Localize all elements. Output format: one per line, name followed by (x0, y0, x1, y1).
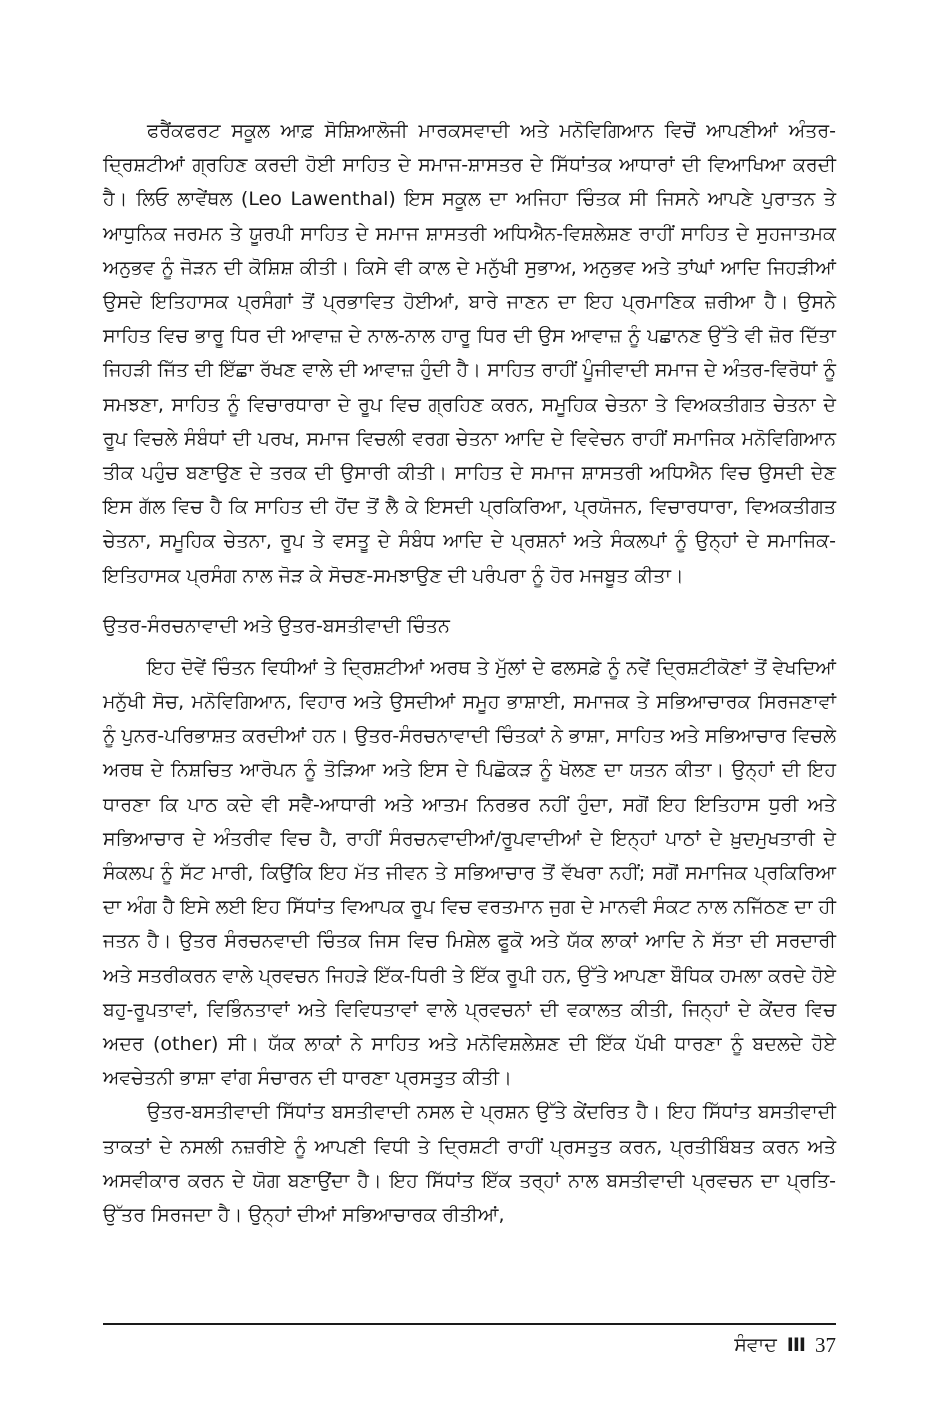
paragraph-post-colonialism: ਉਤਰ-ਬਸਤੀਵਾਦੀ ਸਿੱਧਾਂਤ ਬਸਤੀਵਾਦੀ ਨਸਲ ਦੇ ਪ੍ਰਸ਼ਨ ਉੱਤੇ ਕੇਂਦਰਿਤ ਹੈ। ਇਹ ਸਿੱਧਾਂਤ ਬਸਤੀਵਾਦੀ ਤਾਕਤਾਂ ਦੇ ਨਸਲੀ ਨਜ਼ਰੀਏ ਨੂੰ ਆਪਣੀ ਵਿਧੀ ਤੇ ਦ੍ਰਿਸ਼ਟੀ ਰਾਹੀਂ ਪ੍ਰਸਤੁਤ ਕਰਨ, ਪ੍ਰਤੀਬਿੰਬਤ ਕਰਨ ਅਤੇ ਅਸਵੀਕਾਰ ਕਰਨ ਦੇ ਯੋਗ ਬਣਾਉਂਦਾ ਹੈ। ਇਹ ਸਿੱਧਾਂਤ ਇੱਕ ਤਰ੍ਹਾਂ ਨਾਲ ਬਸਤੀਵਾਦੀ ਪ੍ਰਵਚਨ ਦਾ ਪ੍ਰਤਿ-ਉੱਤਰ ਸਿਰਜਦਾ ਹੈ। ਉਨ੍ਹਾਂ ਦੀਆਂ ਸਭਿਆਚਾਰਕ ਰੀਤੀਆਂ, (103, 1101, 836, 1227)
journal-name: ਸੰਵਾਦ (734, 1334, 777, 1356)
footer-rule (103, 1323, 836, 1325)
page-footer (734, 1330, 836, 1360)
section-heading: ਉਤਰ-ਸੰਰਚਨਾਵਾਦੀ ਅਤੇ ਉਤਰ-ਬਸਤੀਵਾਦੀ ਚਿੰਤਨ (103, 614, 450, 637)
paragraph-frankfurt-school: ਫਰੈਂਕਫਰਟ ਸਕੂਲ ਆਫ਼ ਸੋਸ਼ਿਆਲੋਜੀ ਮਾਰਕਸਵਾਦੀ ਅਤੇ ਮਨੋਵਿਗਿਆਨ ਵਿਚੋਂ ਆਪਣੀਆਂ ਅੰਤਰ-ਦ੍ਰਿਸ਼ਟੀਆਂ ਗ੍ਰਹਿਣ ਕਰਦੀ ਹੋਈ ਸਾਹਿਤ ਦੇ ਸਮਾਜ-ਸ਼ਾਸਤਰ ਦੇ ਸਿੱਧਾਂਤਕ ਆਧਾਰਾਂ ਦੀ ਵਿਆਖਿਆ ਕਰਦੀ ਹੈ। ਲਿਓ ਲਾਵੇਂਥਲ (Leo Lawenthal) ਇਸ ਸਕੂਲ ਦਾ ਅਜਿਹਾ ਚਿੰਤਕ ਸੀ ਜਿਸਨੇ ਆਪਣੇ ਪੁਰਾਤਨ ਤੇ ਆਧੁਨਿਕ ਜਰਮਨ ਤੇ ਯੂਰਪੀ ਸਾਹਿਤ ਦੇ ਸਮਾਜ ਸ਼ਾਸਤਰੀ ਅਧਿਐਨ-ਵਿਸ਼ਲੇਸ਼ਣ ਰਾਹੀਂ ਸਾਹਿਤ ਦੇ ਸੁਹਜਾਤਮਕ ਅਨੁਭਵ ਨੂੰ ਜੋੜਨ ਦੀ ਕੋਸ਼ਿਸ਼ ਕੀਤੀ। ਕਿਸੇ ਵੀ ਕਾਲ ਦੇ ਮਨੁੱਖੀ ਸੁਭਾਅ, ਅਨੁਭਵ ਅਤੇ ਤਾਂਘਾਂ ਆਦਿ ਜਿਹੜੀਆਂ ਉਸਦੇ ਇਤਿਹਾਸਕ ਪ੍ਰਸੰਗਾਂ ਤੋਂ ਪ੍ਰਭਾਵਿਤ ਹੋਈਆਂ, ਬਾਰੇ ਜਾਣਨ ਦਾ ਇਹ ਪ੍ਰਮਾਣਿਕ ਜ਼ਰੀਆ ਹੈ। ਉਸਨੇ ਸਾਹਿਤ ਵਿਚ ਭਾਰੂ ਧਿਰ ਦੀ ਆਵਾਜ਼ ਦੇ ਨਾਲ-ਨਾਲ ਹਾਰੂ ਧਿਰ ਦੀ ਉਸ ਆਵਾਜ਼ ਨੂੰ ਪਛਾਨਣ ਉੱਤੇ ਵੀ ਜ਼ੋਰ ਦਿੱਤਾ ਜਿਹੜੀ ਜਿੱਤ ਦੀ ਇੱਛਾ ਰੱਖਣ ਵਾਲੇ ਦੀ ਆਵਾਜ਼ ਹੁੰਦੀ ਹੈ। ਸਾਹਿਤ ਰਾਹੀਂ ਪੂੰਜੀਵਾਦੀ ਸਮਾਜ ਦੇ ਅੰਤਰ-ਵਿਰੋਧਾਂ ਨੂੰ ਸਮਝਣਾ, ਸਾਹਿਤ ਨੂੰ ਵਿਚਾਰਧਾਰਾ ਦੇ ਰੂਪ ਵਿਚ ਗ੍ਰਹਿਣ ਕਰਨ, ਸਮੂਹਿਕ ਚੇਤਨਾ ਤੇ ਵਿਅਕਤੀਗਤ ਚੇਤਨਾ ਦੇ ਰੂਪ ਵਿਚਲੇ ਸੰਬੰਧਾਂ ਦੀ ਪਰਖ, ਸਮਾਜ ਵਿਚਲੀ ਵਰਗ ਚੇਤਨਾ ਆਦਿ ਦੇ ਵਿਵੇਚਨ ਰਾਹੀਂ ਸਮਾਜਿਕ ਮਨੋਵਿਗਿਆਨ ਤੀਕ ਪਹੁੰਚ ਬਣਾਉਣ ਦੇ ਤਰਕ ਦੀ ਉਸਾਰੀ ਕੀਤੀ। ਸਾਹਿਤ ਦੇ ਸਮਾਜ ਸ਼ਾਸਤਰੀ ਅਧਿਐਨ ਵਿਚ ਉਸਦੀ ਦੇਣ ਇਸ ਗੱਲ ਵਿਚ ਹੈ ਕਿ ਸਾਹਿਤ ਦੀ ਹੋਂਦ ਤੋਂ ਲੈ ਕੇ ਇਸਦੀ ਪ੍ਰਕਿਰਿਆ, ਪ੍ਰਯੋਜਨ, ਵਿਚਾਰਧਾਰਾ, ਵਿਅਕਤੀਗਤ ਚੇਤਨਾ, ਸਮੂਹਿਕ ਚੇਤਨਾ, ਰੂਪ ਤੇ ਵਸਤੂ ਦੇ ਸੰਬੰਧ ਆਦਿ ਦੇ ਪ੍ਰਸ਼ਨਾਂ ਅਤੇ ਸੰਕਲਪਾਂ ਨੂੰ ਉਨ੍ਹਾਂ ਦੇ ਸਮਾਜਿਕ-ਇਤਿਹਾਸਕ ਪ੍ਰਸੰਗ ਨਾਲ ਜੋੜ ਕੇ ਸੋਚਣ-ਸਮਝਾਉਣ ਦੀ ਪਰੰਪਰਾ ਨੂੰ ਹੋਰ ਮਜਬੂਤ ਕੀਤਾ। (103, 120, 836, 587)
footer-separator: III (786, 1334, 805, 1356)
page-body (103, 114, 836, 1232)
page-number: 37 (815, 1333, 836, 1357)
paragraph-post-structuralism: ਇਹ ਦੋਵੇਂ ਚਿੰਤਨ ਵਿਧੀਆਂ ਤੇ ਦ੍ਰਿਸ਼ਟੀਆਂ ਅਰਥ ਤੇ ਮੁੱਲਾਂ ਦੇ ਫਲਸਫ਼ੇ ਨੂੰ ਨਵੇਂ ਦ੍ਰਿਸ਼ਟੀਕੋਣਾਂ ਤੋਂ ਵੇਖਦਿਆਂ ਮਨੁੱਖੀ ਸੋਚ, ਮਨੋਵਿਗਿਆਨ, ਵਿਹਾਰ ਅਤੇ ਉਸਦੀਆਂ ਸਮੂਹ ਭਾਸ਼ਾਈ, ਸਮਾਜਕ ਤੇ ਸਭਿਆਚਾਰਕ ਸਿਰਜਣਾਵਾਂ ਨੂੰ ਪੁਨਰ-ਪਰਿਭਾਸ਼ਤ ਕਰਦੀਆਂ ਹਨ। ਉਤਰ-ਸੰਰਚਨਾਵਾਦੀ ਚਿੰਤਕਾਂ ਨੇ ਭਾਸ਼ਾ, ਸਾਹਿਤ ਅਤੇ ਸਭਿਆਚਾਰ ਵਿਚਲੇ ਅਰਥ ਦੇ ਨਿਸ਼ਚਿਤ ਆਰੋਪਨ ਨੂੰ ਤੋੜਿਆ ਅਤੇ ਇਸ ਦੇ ਪਿਛੋਕੜ ਨੂੰ ਖੋਲਣ ਦਾ ਯਤਨ ਕੀਤਾ। ਉਨ੍ਹਾਂ ਦੀ ਇਹ ਧਾਰਣਾ ਕਿ ਪਾਠ ਕਦੇ ਵੀ ਸਵੈ-ਆਧਾਰੀ ਅਤੇ ਆਤਮ ਨਿਰਭਰ ਨਹੀਂ ਹੁੰਦਾ, ਸਗੋਂ ਇਹ ਇਤਿਹਾਸ ਧੁਰੀ ਅਤੇ ਸਭਿਆਚਾਰ ਦੇ ਅੰਤਰੀਵ ਵਿਚ ਹੈ, ਰਾਹੀਂ ਸੰਰਚਨਵਾਦੀਆਂ/ਰੂਪਵਾਦੀਆਂ ਦੇ ਇਨ੍ਹਾਂ ਪਾਠਾਂ ਦੇ ਖ਼ੁਦਮੁਖਤਾਰੀ ਦੇ ਸੰਕਲਪ ਨੂੰ ਸੱਟ ਮਾਰੀ, ਕਿਉਂਕਿ ਇਹ ਮੱਤ ਜੀਵਨ ਤੇ ਸਭਿਆਚਾਰ ਤੋਂ ਵੱਖਰਾ ਨਹੀਂ; ਸਗੋਂ ਸਮਾਜਿਕ ਪ੍ਰਕਿਰਿਆ ਦਾ ਅੰਗ ਹੈ ਇਸੇ ਲਈ ਇਹ ਸਿੱਧਾਂਤ ਵਿਆਪਕ ਰੂਪ ਵਿਚ ਵਰਤਮਾਨ ਜੁਗ ਦੇ ਮਾਨਵੀ ਸੰਕਟ ਨਾਲ ਨਜਿੱਠਣ ਦਾ ਹੀ ਜਤਨ ਹੈ। ਉਤਰ ਸੰਰਚਨਵਾਦੀ ਚਿੰਤਕ ਜਿਸ ਵਿਚ ਮਿਸ਼ੇਲ ਫੂਕੋ ਅਤੇ ਯੱਕ ਲਾਕਾਂ ਆਦਿ ਨੇ ਸੱਤਾ ਦੀ ਸਰਦਾਰੀ ਅਤੇ ਸਤਰੀਕਰਨ ਵਾਲੇ ਪ੍ਰਵਚਨ ਜਿਹੜੇ ਇੱਕ-ਧਿਰੀ ਤੇ ਇੱਕ ਰੂਪੀ ਹਨ, ਉੱਤੇ ਆਪਣਾ ਬੌਧਿਕ ਹਮਲਾ ਕਰਦੇ ਹੋਏ ਬਹੁ-ਰੂਪਤਾਵਾਂ, ਵਿਭਿੰਨਤਾਵਾਂ ਅਤੇ ਵਿਵਿਧਤਾਵਾਂ ਵਾਲੇ ਪ੍ਰਵਚਨਾਂ ਦੀ ਵਕਾਲਤ ਕੀਤੀ, ਜਿਨ੍ਹਾਂ ਦੇ ਕੇਂਦਰ ਵਿਚ ਅਦਰ (other) ਸੀ। ਯੱਕ ਲਾਕਾਂ ਨੇ ਸਾਹਿਤ ਅਤੇ ਮਨੋਵਿਸ਼ਲੇਸ਼ਣ ਦੀ ਇੱਕ ਪੱਖੀ ਧਾਰਣਾ ਨੂੰ ਬਦਲਦੇ ਹੋਏ ਅਵਚੇਤਨੀ ਭਾਸ਼ਾ ਵਾਂਗ ਸੰਚਾਰਨ ਦੀ ਧਾਰਣਾ ਪ੍ਰਸਤੁਤ ਕੀਤੀ। (103, 656, 836, 1090)
